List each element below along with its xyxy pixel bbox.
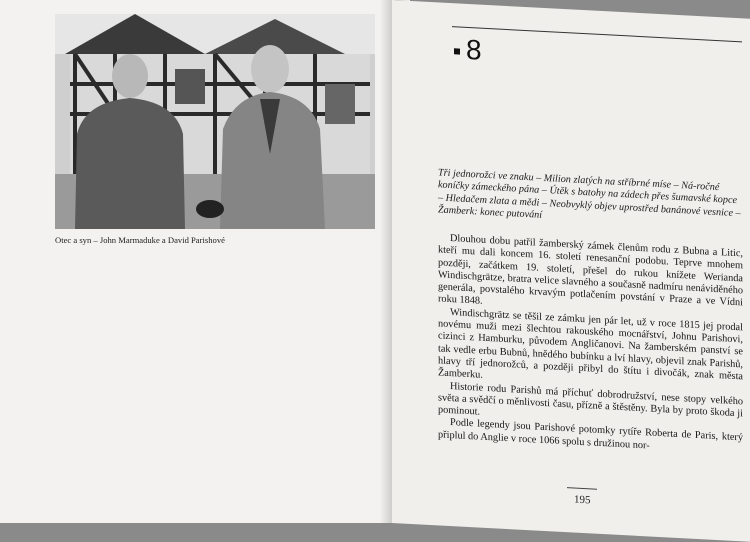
paragraph: Historie rodu Parishů má příchuť dobrodružství, nese stopy velkého světa a svědčí o měnlivosti času, přízně a štěstěny. Byla by proto škoda ji pominout. bbox=[438, 380, 743, 420]
square-bullet-icon bbox=[454, 48, 460, 54]
chapter-rule bbox=[452, 26, 742, 42]
page-number: 195 bbox=[574, 493, 591, 507]
photo-two-men-icon bbox=[55, 14, 375, 229]
chapter-body bbox=[438, 232, 743, 457]
paragraph: Podle legendy jsou Parishové potomky rytíře Roberta de Paris, který připlul do Anglie v roce 1066 spolu s družinou nor- bbox=[438, 417, 743, 452]
right-page bbox=[392, 0, 750, 542]
paragraph: Windischgrätz se těšil ze zámku jen pár let, už v roce 1815 jej prodal novému muži mezi šlechtou rakouského mocnářství, Johnu Parishovi, cizinci z Hamburku, původem Angličanovi. Na žamberském panství se tak vedle erbu Bubnů, hnědého bubínku a lví hlavy, objevil znak Parishů, hlavy tří jednorožců, a později přibyl do štítu i divočák, znak města Žamberku. bbox=[438, 306, 743, 383]
photograph bbox=[55, 14, 375, 229]
chapter-summary: Tři jednorožci ve znaku – Milion zlatých na stříbrné míse – Ná-ročné koníčky zámeckého pána – Útěk s batohy na zádech přes šumavské kopce – Hledačem zlata a mědi – Neobvyklý objev uprostřed banánové vesnice – Žamberk: konec putování bbox=[438, 167, 741, 222]
chapter-number-text: 8 bbox=[466, 33, 482, 66]
page-number-rule bbox=[567, 487, 597, 490]
chapter-number bbox=[454, 33, 482, 66]
photo-caption: Otec a syn – John Marmaduke a David Parishové bbox=[55, 235, 225, 245]
paragraph: Dlouhou dobu patřil žamberský zámek členům rodu z Bubna a Litic, kteří mu dali koncem 16. století renesanční podobu. Teprve mnohem později, začátkem 19. století, přešel do rukou knížete Werianda Windischgrätze, bratra velice slavného a současně nadmíru nenáviděného generála, povstalého krvavým potlačením povstání v Praze a ve Vídni roku 1848. bbox=[438, 233, 743, 309]
